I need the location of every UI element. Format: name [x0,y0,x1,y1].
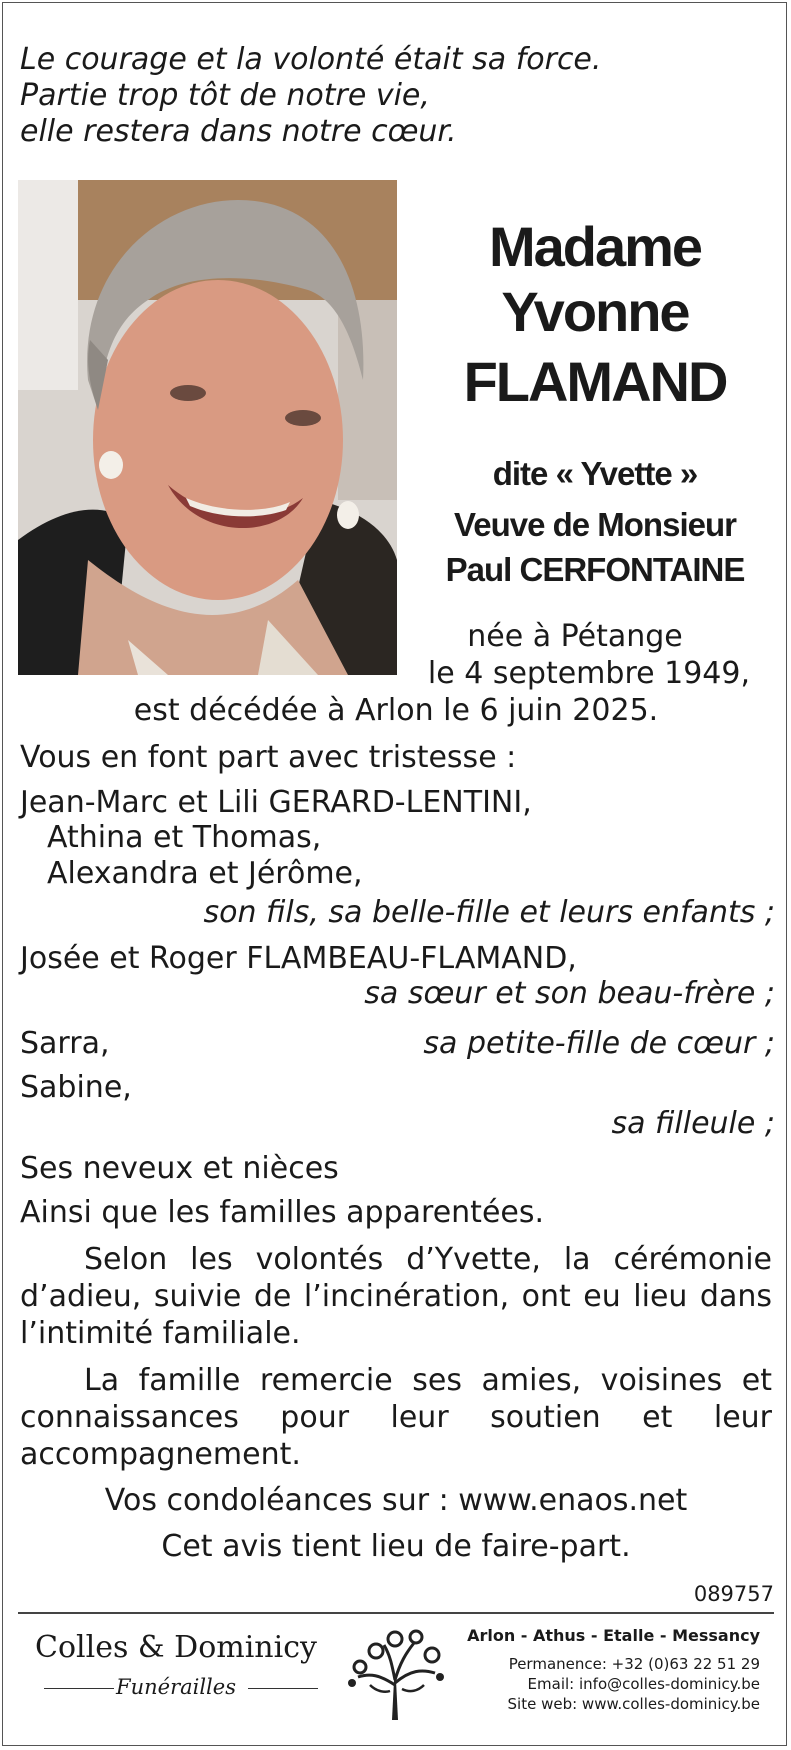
widow-line-2: Paul CERFONTAINE [445,551,745,588]
funeral-home-email: Email: info@colles-dominicy.be [527,1675,760,1693]
family-intro: Vous en font part avec tristesse : [20,740,517,775]
sarra-relation: sa petite-fille de cœur ; [423,1026,775,1061]
deceased-nickname: dite « Yvette » [492,455,698,492]
funeral-home-website: Site web: www.colles-dominicy.be [507,1695,760,1713]
thanks-paragraph: La famille remercie ses amies, voisines et connaissances pour leur soutien et leur accompagnement. [20,1363,772,1472]
family-grandchild-2: Alexandra et Jérôme, [47,856,363,891]
tree-icon [340,1625,450,1725]
portrait-photo [18,180,397,675]
funeral-home-locations: Arlon - Athus - Etalle - Messancy [467,1626,760,1645]
family-sarra: Sarra, [20,1026,110,1061]
funeral-home-name: Colles & Dominicy [35,1630,317,1665]
birth-place: née à Pétange [467,619,683,654]
ceremony-paragraph: Selon les volontés d’Yvette, la cérémonie d’adieu, suivie de l’incinération, ont eu lieu dans l’intimité familiale. [20,1242,772,1351]
son-relation: son fils, sa belle-fille et leurs enfants ; [203,895,775,930]
family-sister: Josée et Roger FLAMBEAU-FLAMAND, [20,941,577,976]
deceased-last-name: FLAMAND [463,350,727,413]
notice-line: Cet avis tient lieu de faire-part. [161,1529,631,1564]
epitaph-line-1: Le courage et la volonté était sa force. [20,42,602,77]
family-grandchild-1: Athina et Thomas, [47,820,322,855]
death-line: est décédée à Arlon le 6 juin 2025. [133,693,659,728]
subtitle-rule-right [248,1688,318,1689]
condolences-line: Vos condoléances sur : www.enaos.net [104,1483,688,1518]
funeral-home-subtitle: Funérailles [116,1675,236,1699]
family-sabine: Sabine, [20,1070,132,1105]
funeral-home-phone: Permanence: +32 (0)63 22 51 29 [508,1655,760,1673]
widow-line-1: Veuve de Monsieur [454,506,736,543]
family-son: Jean-Marc et Lili GERARD-LENTINI, [20,785,532,820]
epitaph-line-2: Partie trop tôt de notre vie, [20,78,430,113]
sabine-relation: sa filleule ; [611,1106,775,1141]
sister-relation: sa sœur et son beau-frère ; [364,976,775,1011]
deceased-title: Madame [488,215,702,278]
deceased-first-name: Yvonne [501,280,689,343]
birth-date: le 4 septembre 1949, [427,656,750,691]
footer-divider [18,1612,774,1614]
family-relatives: Ainsi que les familles apparentées. [20,1195,545,1230]
family-nephews: Ses neveux et nièces [20,1151,339,1186]
reference-number: 089757 [693,1582,774,1606]
epitaph-line-3: elle restera dans notre cœur. [20,114,457,149]
